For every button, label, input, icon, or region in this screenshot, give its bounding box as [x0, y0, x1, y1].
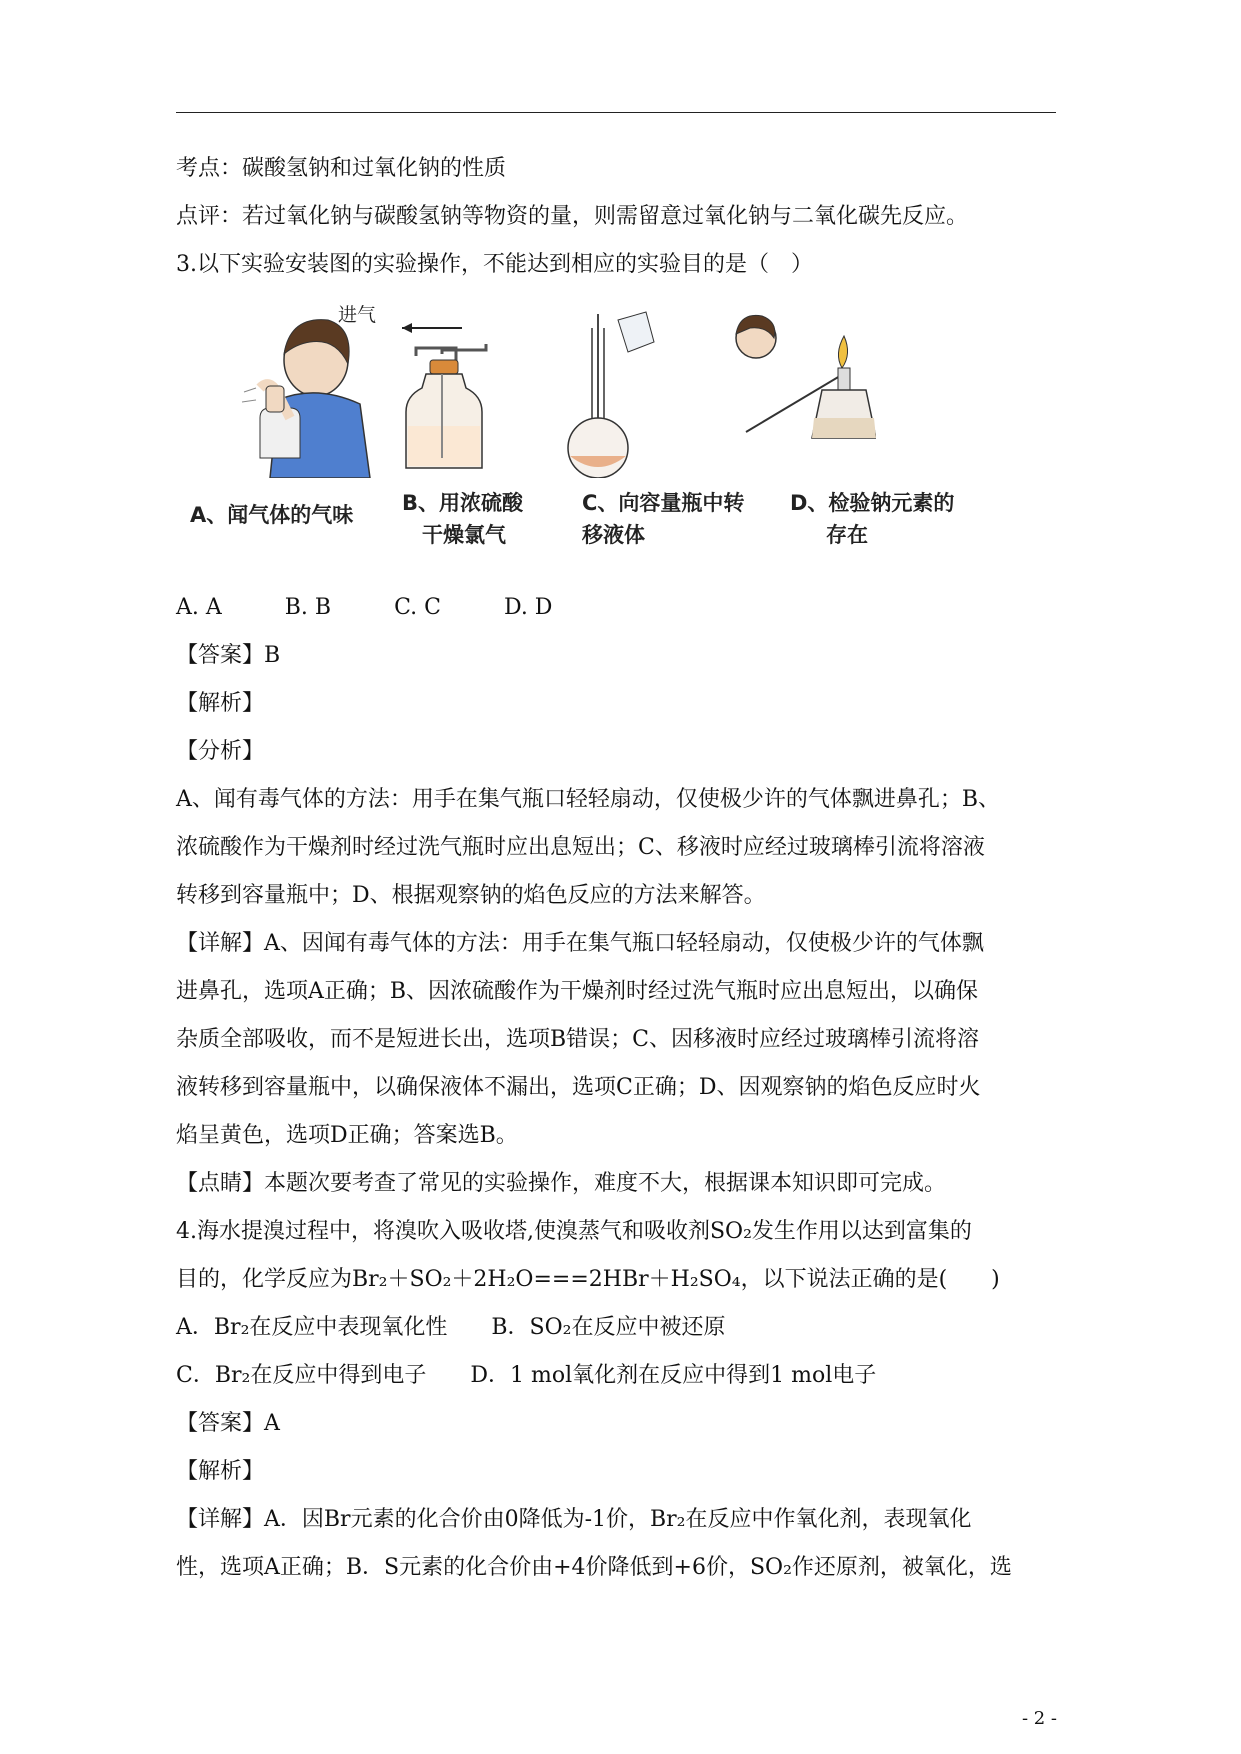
figure-c-volumetric-flask — [558, 308, 668, 478]
caption-d-line1: D、检验钠元素的 — [790, 491, 955, 515]
text-line: 液转移到容量瓶中，以确保液体不漏出，选项C正确；D、因观察钠的焰色反应时火 — [176, 1075, 981, 1100]
text-line: 【详解】A．因Br元素的化合价由0降低为-1价，Br₂在反应中作氧化剂，表现氧化 — [176, 1507, 972, 1532]
text-line: 【详解】A、因闻有毒气体的方法：用手在集气瓶口轻轻扇动，仅使极少许的气体飘 — [176, 931, 984, 956]
text-line: 焰呈黄色，选项D正确；答案选B。 — [176, 1123, 518, 1148]
figure-a-smell-gas — [230, 308, 380, 478]
text-line: 进鼻孔，选项A正确；B、因浓硫酸作为干燥剂时经过洗气瓶时应出息短出，以确保 — [176, 979, 979, 1004]
arrow-label: 进气 — [338, 304, 377, 326]
caption-b-line1: B、用浓硫酸 — [402, 491, 524, 515]
option-c: C. C — [394, 595, 441, 620]
text-line: 性，选项A正确；B．S元素的化合价由+4价降低到+6价，SO₂作还原剂，被氧化，选 — [176, 1555, 1012, 1580]
caption-c-line2: 移液体 — [582, 523, 645, 547]
text-line: 点评：若过氧化钠与碳酸氢钠等物资的量，则需留意过氧化钠与二氧化碳先反应。 — [176, 204, 969, 229]
caption-c-line1: C、向容量瓶中转 — [582, 491, 745, 515]
text-line: A．Br₂在反应中表现氧化性 B．SO₂在反应中被还原 — [176, 1315, 726, 1340]
page-number: - 2 - — [1021, 1708, 1057, 1729]
text-line: C．Br₂在反应中得到电子 D．1 mol氧化剂在反应中得到1 mol电子 — [176, 1363, 877, 1388]
text-line: 考点：碳酸氢钠和过氧化钠的性质 — [176, 156, 507, 181]
option-b: B. B — [284, 595, 332, 620]
question-3: 3.以下实验安装图的实验操作，不能达到相应的实验目的是（ ） — [176, 252, 813, 277]
analysis-label: 【解析】 — [176, 691, 265, 716]
text-line: 浓硫酸作为干燥剂时经过洗气瓶时应出息短出；C、移液时应经过玻璃棒引流将溶液 — [176, 835, 985, 860]
text-line: 转移到容量瓶中；D、根据观察钠的焰色反应的方法来解答。 — [176, 883, 766, 908]
question-4: 4.海水提溴过程中，将溴吹入吸收塔,使溴蒸气和吸收剂SO₂发生作用以达到富集的 — [176, 1219, 972, 1244]
answer-options — [176, 593, 608, 623]
caption-b-line2: 干燥氯气 — [422, 523, 506, 547]
analysis-label: 【解析】 — [176, 1459, 265, 1484]
header-rule — [176, 112, 1056, 113]
fenxi-label: 【分析】 — [176, 739, 265, 764]
option-d: D. D — [503, 595, 553, 620]
text-line: 杂质全部吸收，而不是短进长出，选项B错误；C、因移液时应经过玻璃棒引流将溶 — [176, 1027, 980, 1052]
caption-a: A、闻气体的气味 — [190, 503, 354, 527]
option-a: A. A — [176, 595, 222, 620]
answer-label: 【答案】B — [176, 643, 281, 668]
caption-d-line2: 存在 — [826, 523, 868, 547]
experiment-figure — [190, 304, 990, 558]
text-line: 【点睛】本题次要考查了常见的实验操作，难度不大，根据课本知识即可完成。 — [176, 1171, 947, 1196]
figure-b-gas-wash-bottle — [386, 308, 516, 478]
figure-d-flame-test — [726, 308, 876, 478]
text-line: 目的，化学反应为Br₂＋SO₂＋2H₂O===2HBr＋H₂SO₄，以下说法正确的是( ) — [176, 1267, 1000, 1292]
text-line: A、闻有毒气体的方法：用手在集气瓶口轻轻扇动，仅使极少许的气体飘进鼻孔；B、 — [176, 787, 1001, 812]
answer-label: 【答案】A — [176, 1411, 280, 1436]
